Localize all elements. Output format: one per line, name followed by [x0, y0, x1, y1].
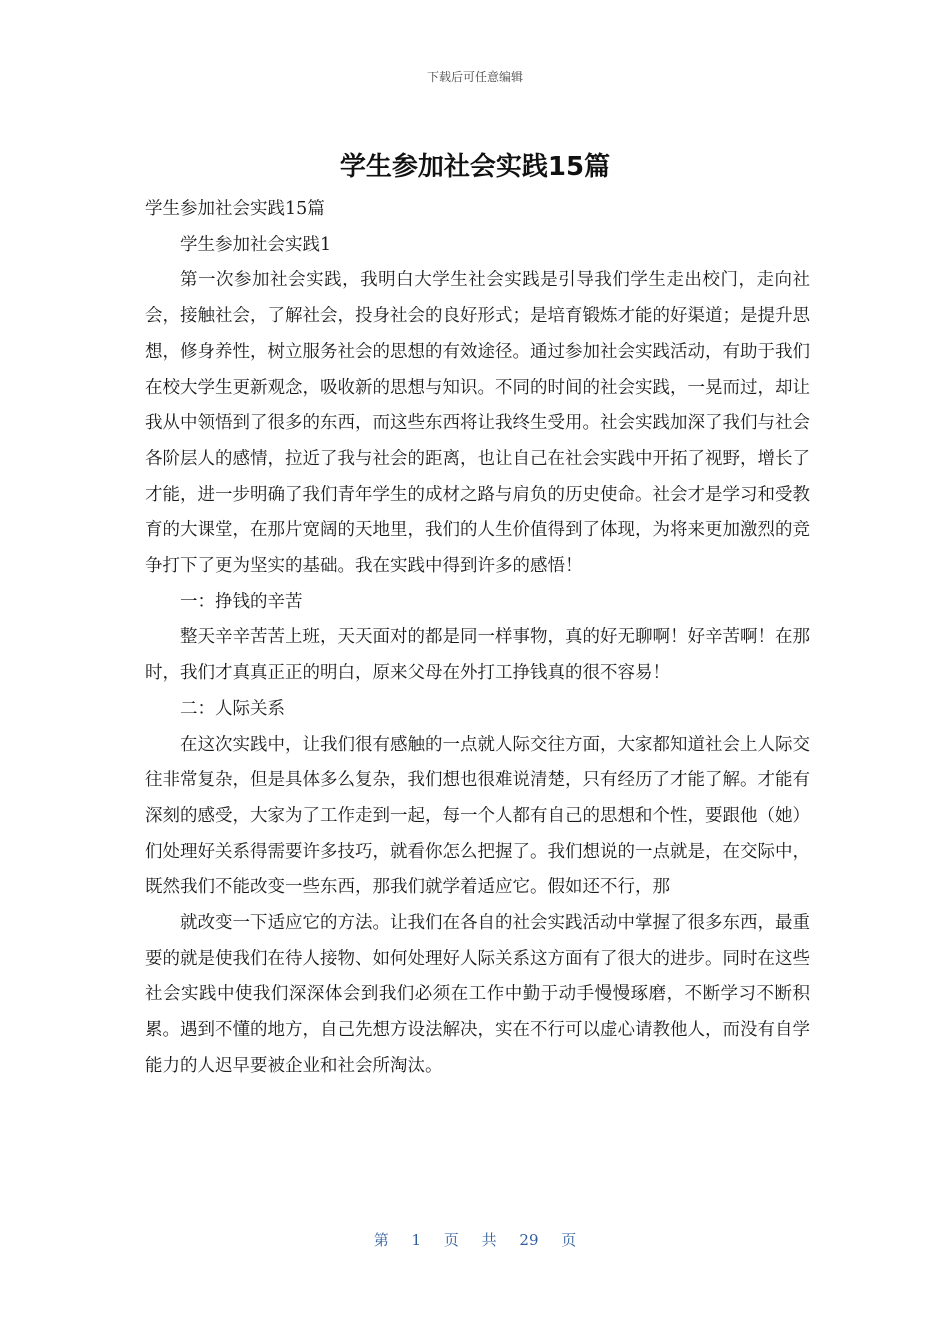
paragraph: 在这次实践中，让我们很有感触的一点就人际交往方面，大家都知道社会上人际交往非常复杂，但是具体多么复杂，我们想也很难说清楚，只有经历了才能了解。才能有深刻的感受，大家为了工作走到一起，每一个人都有自己的思想和个性，要跟他（她）们处理好关系得需要许多技巧，就看你怎么把握了。我们想说的一点就是，在交际中，既然我们不能改变一些东西，那我们就学着适应它。假如还不行，那	[145, 734, 810, 898]
subtitle: 学生参加社会实践15篇	[145, 199, 325, 219]
subheading-interpersonal: 二：人际关系	[180, 698, 285, 719]
footer-page-number: 1	[411, 1231, 422, 1249]
paragraph: 就改变一下适应它的方法。让我们在各自的社会实践活动中掌握了很多东西，最重要的就是使我们在待人接物、如何处理好人际关系这方面有了很大的进步。同时在这些社会实践中使我们深深体会到我们必须在工作中勤于动手慢慢琢磨，不断学习不断积累。遇到不懂的地方，自己先想方设法解决，实在不行可以虚心请教他人，而没有自学能力的人迟早要被企业和社会所淘汰。	[145, 913, 810, 1076]
footer-page-word: 第	[373, 1231, 389, 1249]
footer-total-unit: 页	[561, 1231, 577, 1249]
footer-page-of: 页	[443, 1231, 459, 1249]
footer-total-word: 共	[481, 1231, 497, 1249]
paragraph: 整天辛辛苦苦上班，天天面对的都是同一样事物，真的好无聊啊！好辛苦啊！在那时，我们才真真正正的明白，原来父母在外打工挣钱真的很不容易！	[145, 627, 810, 684]
footer-total-pages: 29	[519, 1231, 539, 1249]
document-title: 学生参加社会实践15篇	[339, 152, 611, 182]
page-footer	[0, 1229, 950, 1250]
subheading-earning-hardship: 一：挣钱的辛苦	[180, 591, 303, 612]
document-body	[145, 192, 810, 1085]
section-heading: 学生参加社会实践1	[180, 234, 332, 255]
header-note: 下载后可任意编辑	[426, 70, 523, 84]
paragraph: 第一次参加社会实践，我明白大学生社会实践是引导我们学生走出校门，走向社会，接触社会，了解社会，投身社会的良好形式；是培育锻炼才能的好渠道；是提升思想，修身养性，树立服务社会的思想的有效途径。通过参加社会实践活动，有助于我们在校大学生更新观念，吸收新的思想与知识。不同的时间的社会实践，一晃而过，却让我从中领悟到了很多的东西，而这些东西将让我终生受用。社会实践加深了我们与社会各阶层人的感情，拉近了我与社会的距离，也让自己在社会实践中开拓了视野，增长了才能，进一步明确了我们青年学生的成材之路与肩负的历史使命。社会才是学习和受教育的大课堂，在那片宽阔的天地里，我们的人生价值得到了体现，为将来更加激烈的竞争打下了更为坚实的基础。我在实践中得到许多的感悟！	[145, 270, 810, 577]
